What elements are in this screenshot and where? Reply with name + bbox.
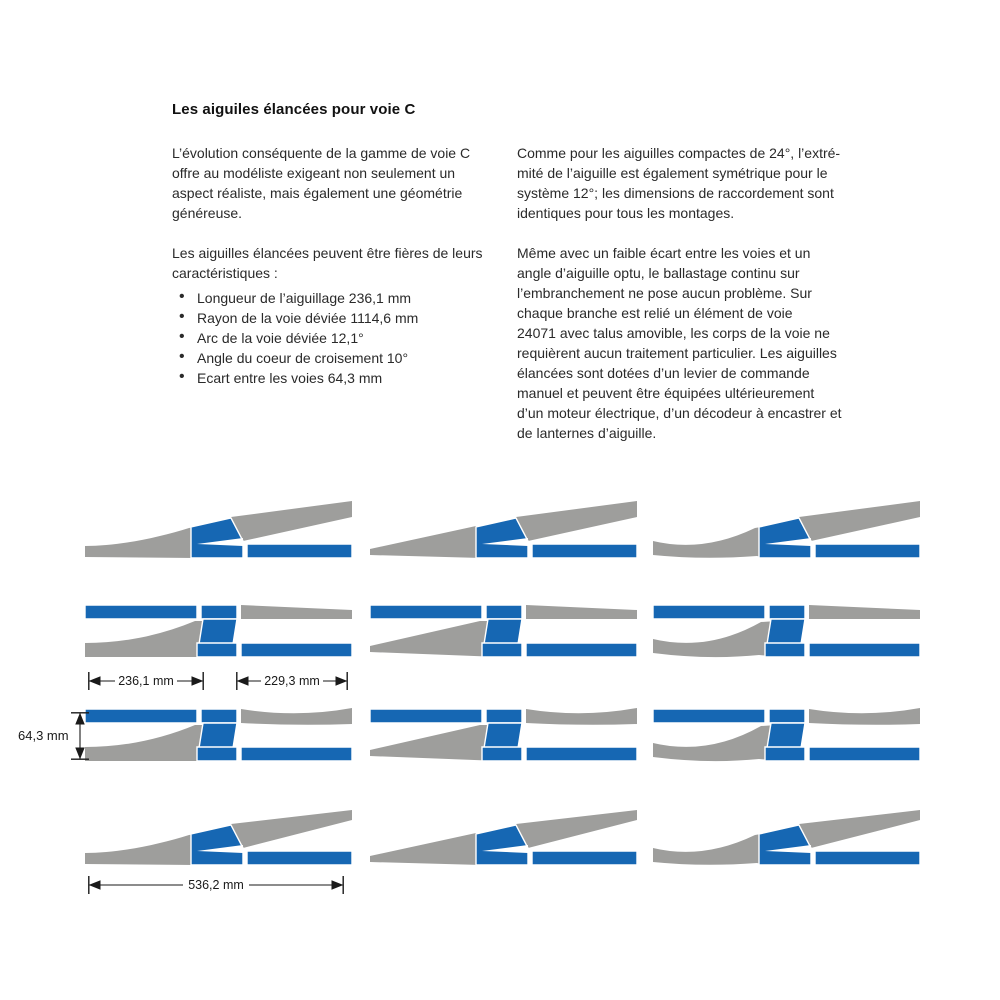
turnout-highlight [769, 605, 805, 619]
roadbed-approach [653, 725, 783, 761]
bottom-track-highlight [809, 747, 920, 761]
straight-track-highlight [815, 851, 920, 865]
dimension-label: 229,3 mm [264, 674, 320, 688]
feature-item [172, 368, 418, 388]
dimension-counter-length [236, 672, 348, 692]
bottom-track-highlight [241, 643, 352, 657]
roadbed-branch [799, 501, 920, 541]
text-line: offre au modéliste exigeant non seulement un [172, 165, 456, 181]
roadbed-continuation [241, 708, 352, 725]
turnout-diagram-r2c2 [370, 599, 637, 661]
roadbed-approach [370, 526, 482, 558]
text-line: l’embranchement ne pose aucun problème. Sur [517, 285, 812, 301]
text-line: Les aiguilles élancées peuvent être fières de leurs [172, 245, 483, 261]
turnout-diagram-r1c1 [85, 500, 352, 562]
dimension-label: 236,1 mm [118, 674, 174, 688]
bottom-track-highlight [241, 747, 352, 761]
right-paragraph-1 [517, 143, 840, 223]
text-line: de lanternes d’aiguille. [517, 425, 657, 441]
text-line: angle d’aiguille optu, le ballastage continu sur [517, 265, 800, 281]
top-track-highlight [370, 709, 482, 723]
crossover-highlight [484, 723, 522, 748]
text-line: aspect réaliste, mais également une géométrie [172, 185, 463, 201]
turnout-highlight [482, 643, 522, 657]
feature-list [172, 288, 418, 388]
roadbed-branch [516, 501, 637, 541]
top-track-highlight [653, 605, 765, 619]
crossover-highlight [767, 723, 805, 748]
crossover-highlight [199, 619, 237, 644]
turnout-diagram-r1c2 [370, 500, 637, 562]
turnout-diagram-r4c2 [370, 807, 637, 869]
text-line: chaque branche est relié un élément de voie [517, 305, 793, 321]
roadbed-approach [370, 621, 500, 657]
roadbed-approach [653, 834, 765, 865]
turnout-highlight [201, 605, 237, 619]
text-line: d’un moteur électrique, d’un décodeur à encastrer et [517, 405, 842, 421]
page-title: Les aiguiles élancées pour voie C [172, 101, 416, 118]
feature-item [172, 308, 418, 328]
top-track-highlight [370, 605, 482, 619]
roadbed-branch [231, 810, 352, 848]
turnout-diagram-r2c1 [85, 599, 352, 661]
turnout-highlight [201, 709, 237, 723]
turnout-highlight [197, 643, 237, 657]
feature-text: Longueur de l’aiguillage 236,1 mm [197, 290, 412, 306]
roadbed-continuation [526, 708, 637, 725]
crossover-highlight [484, 619, 522, 644]
straight-track-highlight [532, 544, 637, 558]
right-paragraph-2 [517, 243, 842, 443]
turnout-highlight [197, 747, 237, 761]
turnout-diagram-r4c1 [85, 807, 352, 869]
text-line: généreuse. [172, 205, 243, 221]
bottom-track-highlight [526, 643, 637, 657]
text-line: manuel et peuvent être équipées ultérieurement [517, 385, 815, 401]
dimension-label: 536,2 mm [188, 878, 244, 892]
turnout-diagram-r1c3 [653, 500, 920, 562]
text-line: mité de l’aiguille est également symétrique pour le [517, 165, 828, 181]
roadbed-continuation [241, 605, 352, 619]
bottom-track-highlight [526, 747, 637, 761]
feature-text: Ecart entre les voies 64,3 mm [197, 370, 383, 386]
turnout-highlight [486, 709, 522, 723]
roadbed-branch [516, 810, 637, 848]
bottom-track-highlight [809, 643, 920, 657]
text-line: requièrent aucun traitement particulier. Les aiguilles [517, 345, 837, 361]
feature-text: Angle du coeur de croisement 10° [197, 350, 409, 366]
turnout-diagram-r3c1 [85, 703, 352, 765]
roadbed-approach [85, 725, 215, 761]
text-line: caractéristiques : [172, 265, 278, 281]
straight-track-highlight [815, 544, 920, 558]
roadbed-approach [85, 621, 215, 657]
text-line: L’évolution conséquente de la gamme de voie C [172, 145, 471, 161]
roadbed-approach [370, 725, 500, 761]
roadbed-approach [653, 621, 783, 657]
dimension-total-length [88, 876, 344, 896]
crossover-highlight [199, 723, 237, 748]
text-line: 24071 avec talus amovible, les corps de la voie ne [517, 325, 830, 341]
roadbed-branch [231, 501, 352, 541]
straight-track-highlight [247, 851, 352, 865]
feature-item [172, 348, 418, 368]
feature-text: Rayon de la voie déviée 1114,6 mm [197, 310, 419, 326]
text-line: élancées sont dotées d’un levier de commande [517, 365, 810, 381]
dimension-switch-length [88, 672, 204, 692]
roadbed-continuation [809, 708, 920, 725]
top-track-highlight [85, 605, 197, 619]
roadbed-continuation [809, 605, 920, 619]
straight-track-highlight [247, 544, 352, 558]
text-line: Comme pour les aiguilles compactes de 24°, l’extré- [517, 145, 841, 161]
dimension-label-track-spacing: 64,3 mm [18, 728, 69, 743]
turnout-highlight [769, 709, 805, 723]
turnout-highlight [486, 605, 522, 619]
roadbed-approach [653, 527, 765, 558]
turnout-highlight [765, 643, 805, 657]
roadbed-approach [85, 834, 195, 865]
feature-item [172, 328, 418, 348]
text-line: Même avec un faible écart entre les voies et un [517, 245, 811, 261]
feature-text: Arc de la voie déviée 12,1° [197, 330, 364, 346]
text-line: système 12°; les dimensions de raccordement sont [517, 185, 834, 201]
turnout-highlight [482, 747, 522, 761]
turnout-diagram-r4c3 [653, 807, 920, 869]
roadbed-approach [370, 833, 482, 865]
top-track-highlight [653, 709, 765, 723]
left-paragraph-characteristics [172, 243, 483, 283]
turnout-highlight [765, 747, 805, 761]
crossover-highlight [767, 619, 805, 644]
turnout-diagram-r3c3 [653, 703, 920, 765]
roadbed-branch [799, 810, 920, 848]
dimension-track-spacing [70, 712, 90, 760]
roadbed-approach [85, 527, 195, 558]
feature-item [172, 288, 418, 308]
straight-track-highlight [532, 851, 637, 865]
top-track-highlight [85, 709, 197, 723]
text-line: identiques pour tous les montages. [517, 205, 735, 221]
roadbed-continuation [526, 605, 637, 619]
turnout-diagram-r2c3 [653, 599, 920, 661]
left-paragraph-intro [172, 143, 470, 223]
turnout-diagram-r3c2 [370, 703, 637, 765]
